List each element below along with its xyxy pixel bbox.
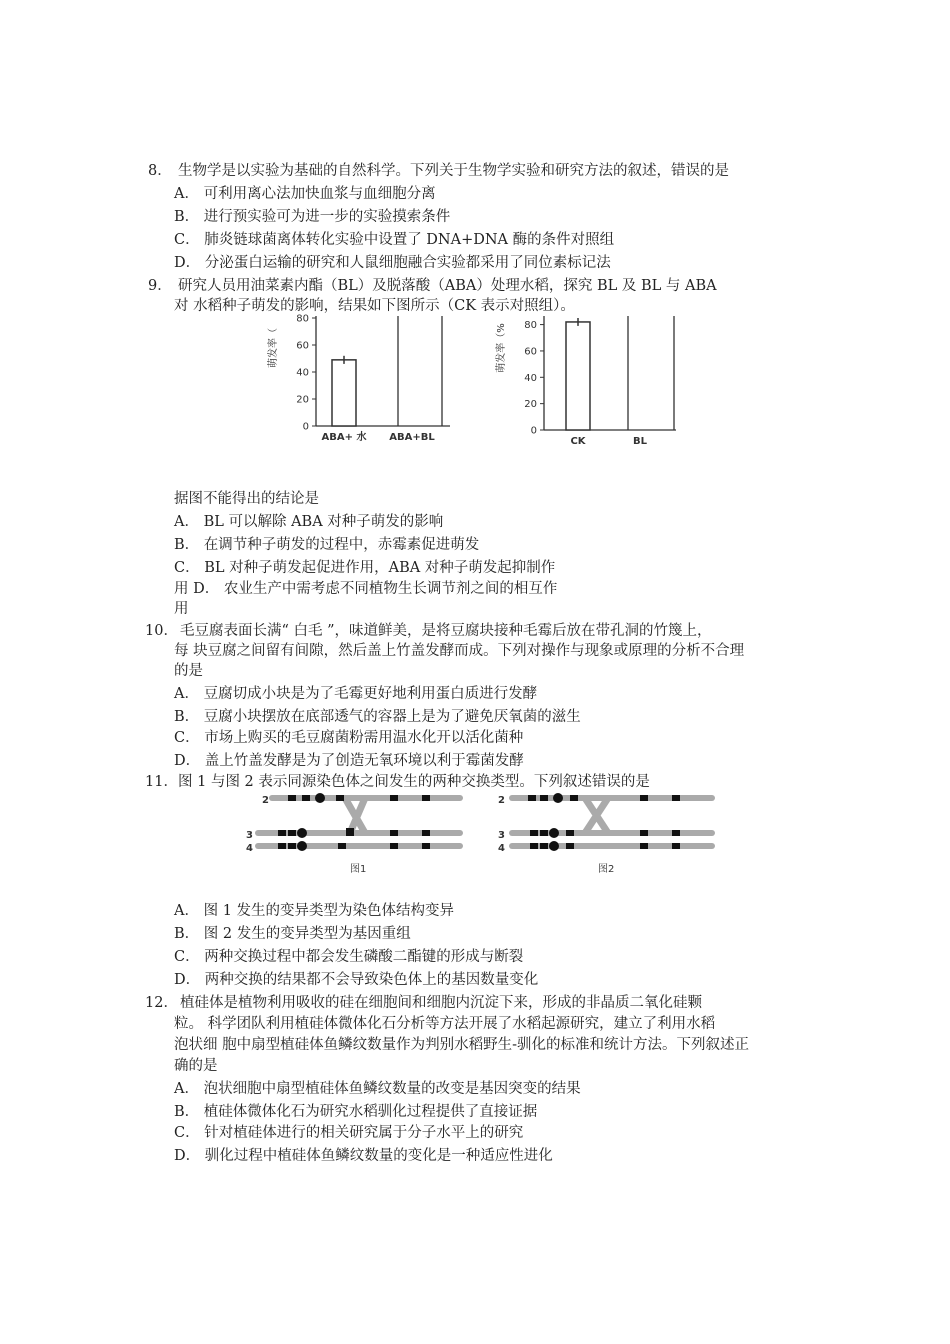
q10-option-d: D． 盖上竹盖发酵是为了创造无氧环境以利于霉菌发酵 (174, 753, 524, 769)
fig1-label-4: 4 (246, 843, 253, 854)
q12-number: 12． (145, 995, 178, 1011)
chart1-ytick-label-0: 0 (302, 421, 309, 433)
fig1-centromere-3 (297, 828, 307, 838)
chart1-ytick-label-60: 60 (296, 340, 309, 352)
q12-stem-line2: 粒。 科学团队利用植硅体微体化石分析等方法开展了水稻起源研究，建立了利用水稻 (174, 1016, 716, 1032)
q9-option-c-line3: 用 (174, 601, 189, 617)
q11-option-d: D． 两种交换的结果都不会导致染色体上的基因数量变化 (174, 972, 539, 988)
chart1-ytick-label-80: 80 (296, 313, 309, 325)
q9-option-c-line2: 用 D． 农业生产中需考虑不同植物生长调节剂之间的相互作 (174, 581, 558, 597)
q10-stem-line2: 每 块豆腐之间留有间隙，然后盖上竹盖发酵而成。下列对操作与现象或原理的分析不合理 (174, 643, 745, 659)
q8-stem: 生物学是以实验为基础的自然科学。下列关于生物学实验和研究方法的叙述，错误的是 (178, 163, 729, 179)
q9-option-a: A． BL 可以解除 ABA 对种子萌发的影响 (174, 514, 444, 530)
q10-option-b: B． 豆腐小块摆放在底部透气的容器上是为了避免厌氧菌的滋生 (174, 709, 581, 725)
chart2-ytick-label-80: 80 (524, 320, 537, 332)
chart1-category-aba-water: ABA+ 水 (321, 432, 367, 443)
q11-number: 11． (145, 774, 178, 790)
germination-chart-aba (262, 312, 462, 452)
germination-chart-bl (490, 312, 690, 452)
fig1-centromere-4 (297, 841, 307, 851)
q10-option-c: C． 市场上购买的毛豆腐菌粉需用温水化开以活化菌种 (174, 730, 524, 746)
q12-option-a: A． 泡状细胞中扇型植硅体鱼鳞纹数量的改变是基因突变的结果 (174, 1081, 581, 1097)
chart2-category-bl: BL (633, 436, 647, 447)
q9-lead: 据图不能得出的结论是 (174, 491, 319, 507)
figure2 (498, 793, 712, 875)
chart2-ylabel: 萌发率（% (496, 323, 507, 373)
chart2-category-ck: CK (570, 436, 586, 447)
chart1-bar-aba-water (332, 360, 356, 426)
q9-number: 9． (148, 278, 172, 294)
q11-stem: 图 1 与图 2 表示同源染色体之间发生的两种交换类型。下列叙述错误的是 (178, 774, 650, 790)
fig2-caption: 图2 (598, 864, 615, 875)
fig2-label-2: 2 (498, 795, 505, 806)
fig2-centromere-4 (549, 841, 559, 851)
q10-stem-line3: 的是 (174, 663, 203, 679)
q8-option-d: D． 分泌蛋白运输的研究和人鼠细胞融合实验都采用了同位素标记法 (174, 255, 611, 271)
q11-option-c: C． 两种交换过程中都会发生磷酸二酯键的形成与断裂 (174, 949, 524, 965)
chart2-ytick-label-40: 40 (524, 372, 537, 384)
fig1-centromere-2 (315, 793, 325, 803)
q9-option-b: B． 在调节种子萌发的过程中，赤霉素促进萌发 (174, 537, 480, 553)
q12-stem-line3: 泡状细 胞中扇型植硅体鱼鳞纹数量作为判别水稻野生-驯化的标准和统计方法。下列叙述正 (174, 1037, 750, 1053)
q10-option-a: A． 豆腐切成小块是为了毛霉更好地利用蛋白质进行发酵 (174, 686, 538, 702)
chart1-ytick-label-20: 20 (296, 394, 309, 406)
figure1 (246, 793, 460, 875)
fig2-centromere-2 (553, 793, 563, 803)
fig2-label-3: 3 (498, 830, 505, 841)
chart2-ytick-label-20: 20 (524, 399, 537, 411)
fig1-label-3: 3 (246, 830, 253, 841)
chromosome-crossover-figure (240, 788, 720, 878)
fig2-crossover (585, 798, 608, 833)
chart1-category-aba-bl: ABA+BL (389, 432, 435, 443)
chart2-ytick-label-60: 60 (524, 346, 537, 358)
q9-stem-line2: 对 水稻种子萌发的影响，结果如下图所示（CK 表示对照组）。 (174, 298, 575, 314)
q8-option-a: A． 可利用离心法加快血浆与血细胞分离 (174, 186, 436, 202)
q12-stem-line1: 植硅体是植物利用吸收的硅在细胞间和细胞内沉淀下来，形成的非晶质二氧化硅颗 (180, 995, 702, 1011)
q12-option-c: C． 针对植硅体进行的相关研究属于分子水平上的研究 (174, 1125, 524, 1141)
chart2-bar-ck (566, 322, 590, 430)
fig2-centromere-3 (549, 828, 559, 838)
fig1-crossover (345, 798, 365, 833)
chart2-ytick-label-0: 0 (530, 425, 537, 437)
q12-stem-line4: 确的是 (174, 1058, 218, 1074)
q12-option-b: B． 植硅体微体化石为研究水稻驯化过程提供了直接证据 (174, 1104, 538, 1120)
q8-number: 8． (148, 163, 172, 179)
q9-stem-line1: 研究人员用油菜素内酯（BL）及脱落酸（ABA）处理水稻，探究 BL 及 BL 与 ABA (178, 278, 717, 294)
q10-number: 10． (145, 623, 178, 639)
q10-stem-line1: 毛豆腐表面长满“ 白毛 ”，味道鲜美，是将豆腐块接种毛霉后放在带孔洞的竹篾上， (180, 623, 712, 639)
q12-option-d: D． 驯化过程中植硅体鱼鳞纹数量的变化是一种适应性进化 (174, 1148, 553, 1164)
fig1-caption: 图1 (350, 864, 367, 875)
chart1-ytick-label-40: 40 (296, 367, 309, 379)
chart1-ylabel: 萌发率（ (268, 328, 279, 368)
q8-option-b: B． 进行预实验可为进一步的实验摸索条件 (174, 209, 451, 225)
q11-option-a: A． 图 1 发生的变异类型为染色体结构变异 (174, 903, 455, 919)
q9-option-c-line1: C． BL 对种子萌发起促进作用，ABA 对种子萌发起抑制作 (174, 560, 556, 576)
q11-option-b: B． 图 2 发生的变异类型为基因重组 (174, 926, 411, 942)
fig2-label-4: 4 (498, 843, 505, 854)
fig1-label-2: 2 (262, 795, 269, 806)
q8-option-c: C． 肺炎链球菌离体转化实验中设置了 DNA+DNA 酶的条件对照组 (174, 232, 615, 248)
